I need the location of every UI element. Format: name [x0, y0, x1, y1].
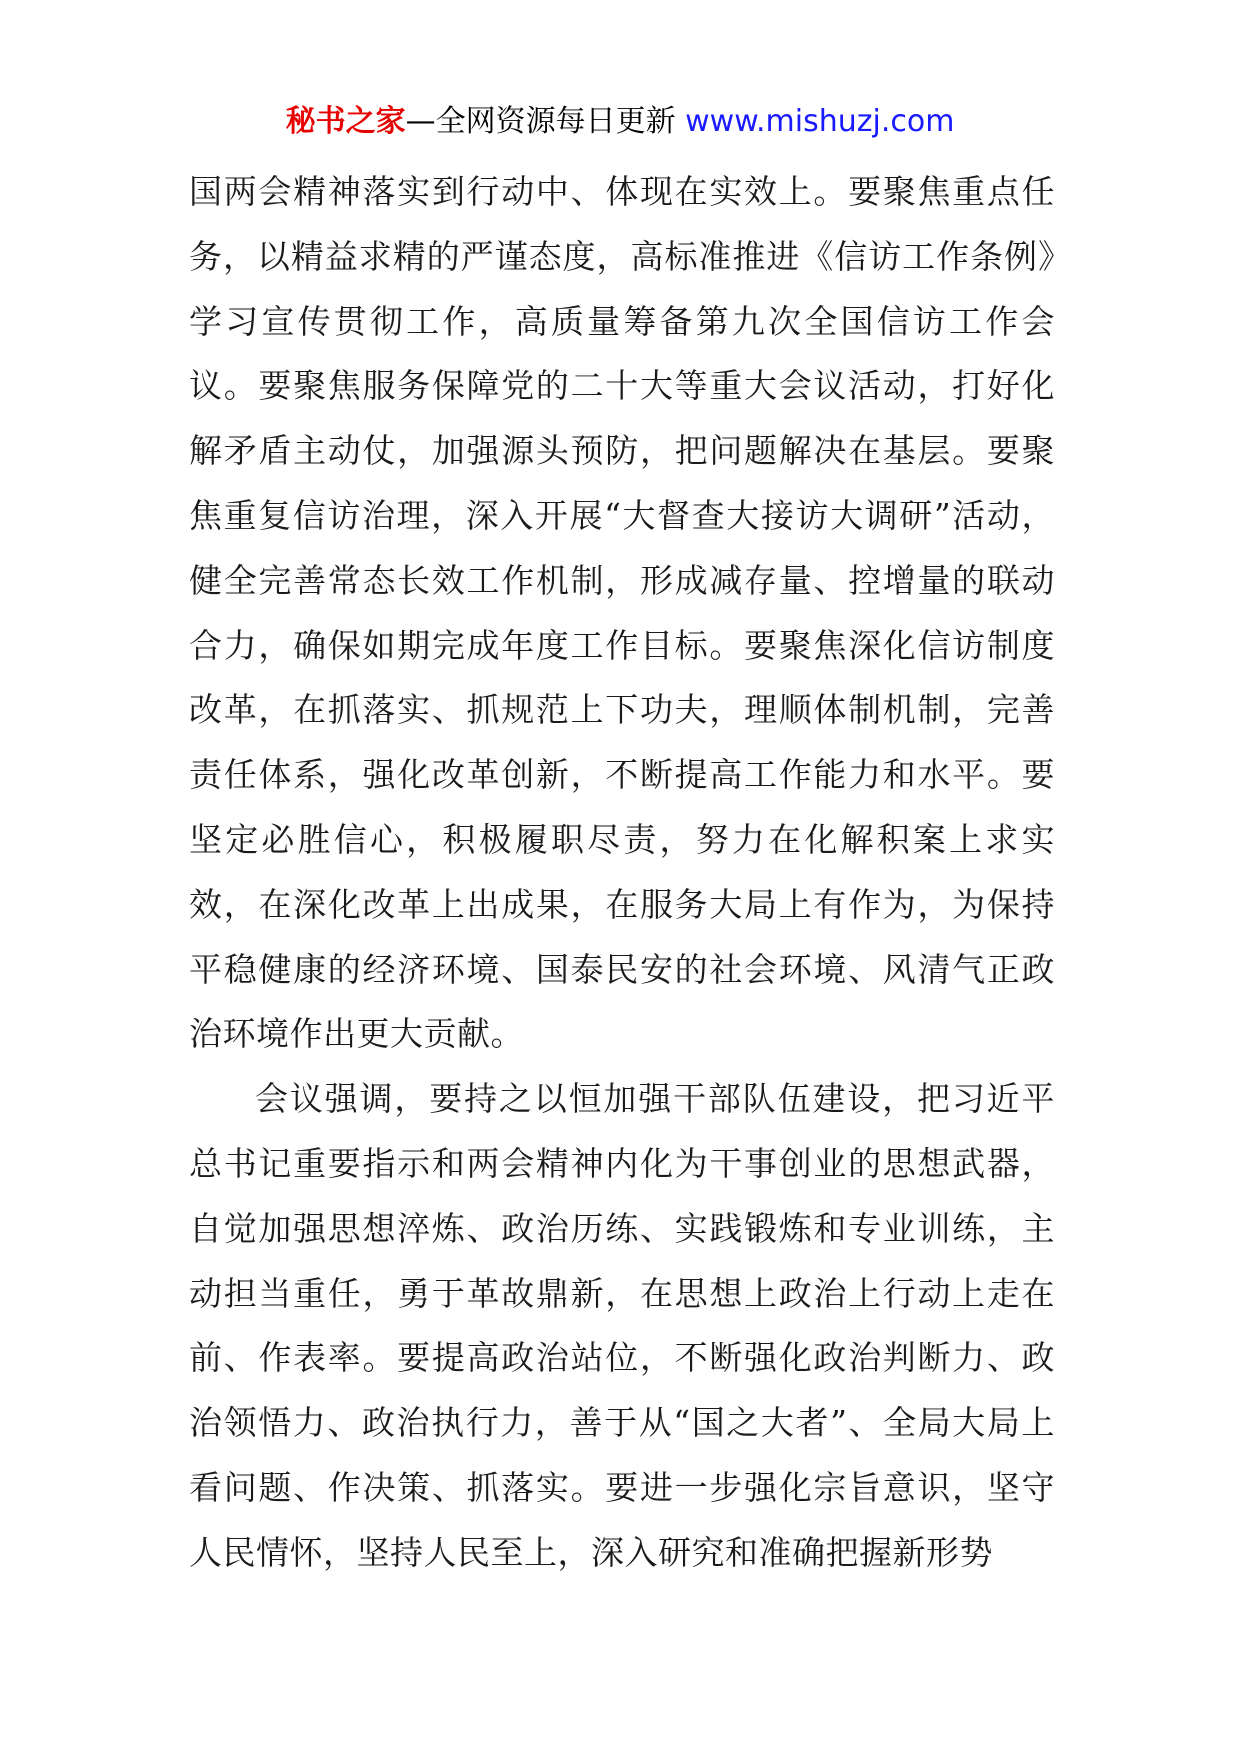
paragraph-meeting-emphasis: 会议强调，要持之以恒加强干部队伍建设，把习近平总书记重要指示和两会精神内化为干事创业的思想武器，自觉加强思想淬炼、政治历练、实践锻炼和专业训练，主动担当重任，勇于革故鼎新，在思想上政治上行动上走在前、作表率。要提高政治站位，不断强化政治判断力、政治领悟力、政治执行力，善于从“国之大者”、全局大局上看问题、作决策、抓落实。要进一步强化宗旨意识，坚守人民情怀，坚持人民至上，深入研究和准确把握新形势	[189, 1079, 1055, 1572]
document-body	[189, 160, 1055, 1586]
site-header	[0, 102, 1240, 142]
site-brand: 秘书之家	[285, 104, 406, 139]
site-tagline: —全网资源每日更新	[405, 104, 686, 139]
site-url-link[interactable]: www.mishuzj.com	[685, 104, 955, 139]
paragraph-continued: 国两会精神落实到行动中、体现在实效上。要聚焦重点任务，以精益求精的严谨态度，高标准推进《信访工作条例》学习宣传贯彻工作，高质量筹备第九次全国信访工作会议。要聚焦服务保障党的二十大等重大会议活动，打好化解矛盾主动仗，加强源头预防，把问题解决在基层。要聚焦重复信访治理，深入开展“大督查大接访大调研”活动，健全完善常态长效工作机制，形成减存量、控增量的联动合力，确保如期完成年度工作目标。要聚焦深化信访制度改革，在抓落实、抓规范上下功夫，理顺体制机制，完善责任体系，强化改革创新，不断提高工作能力和水平。要坚定必胜信心，积极履职尽责，努力在化解积案上求实效，在深化改革上出成果，在服务大局上有作为，为保持平稳健康的经济环境、国泰民安的社会环境、风清气正政治环境作出更大贡献。	[189, 172, 1055, 1054]
